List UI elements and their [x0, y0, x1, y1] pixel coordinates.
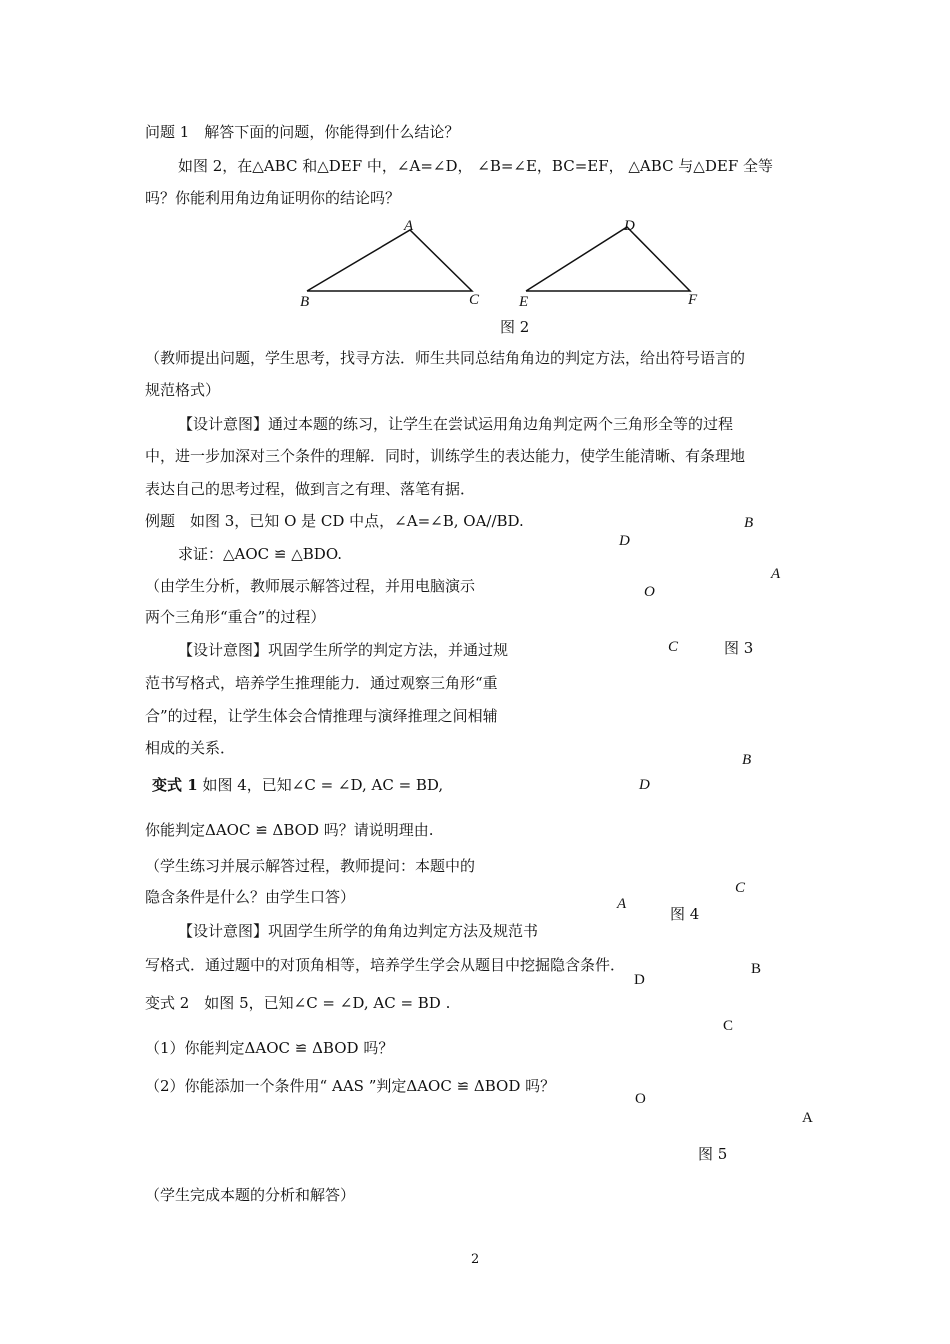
variant1-text: 如图 4，已知∠C = ∠D, AC = BD, — [197, 776, 444, 794]
problem1-title: 问题 1 解答下面的问题，你能得到什么结论？ — [145, 123, 460, 141]
design3-line2: 写格式．通过题中的对顶角相等，培养学生学会从题目中挖掘隐含条件． — [145, 956, 626, 974]
fig2-label-e: E — [519, 294, 529, 310]
design2-line4: 相成的关系． — [145, 739, 236, 757]
variant2-q1: （1）你能判定ΔAOC ≌ ΔBOD 吗？ — [145, 1039, 394, 1057]
note1-line1: （教师提出问题，学生思考，找寻方法．师生共同总结角角边的判定方法，给出符号语言的 — [145, 349, 746, 367]
fig3-label-d: D — [619, 533, 630, 549]
fig4-label-a: A — [617, 896, 627, 912]
variant1-label: 变式 1 — [152, 776, 198, 794]
fig5-label-c: C — [723, 1018, 734, 1034]
example-line2: 求证：△AOC ≌ △BDO. — [178, 545, 343, 563]
fig4-caption: 图 4 — [670, 905, 700, 923]
example-note1: （由学生分析，教师展示解答过程，并用电脑演示 — [145, 577, 476, 595]
design2-line2: 范书写格式，培养学生推理能力．通过观察三角形“重 — [145, 674, 498, 692]
triangle-def — [526, 227, 690, 291]
example-note2: 两个三角形“重合”的过程） — [145, 608, 326, 626]
fig2-label-d: D — [624, 218, 635, 234]
variant1-line2: 你能判定ΔAOC ≌ ΔBOD 吗？请说明理由. — [145, 821, 434, 839]
variant1-note1: （学生练习并展示解答过程，教师提问：本题中的 — [145, 857, 476, 875]
design1-line1: 【设计意图】通过本题的练习，让学生在尝试运用角边角判定两个三角形全等的过程 — [178, 415, 734, 433]
variant2-q2: （2）你能添加一个条件用“ AAS ”判定ΔAOC ≌ ΔBOD 吗？ — [145, 1077, 556, 1095]
fig4-label-b: B — [742, 752, 752, 768]
fig2-label-f: F — [688, 292, 698, 308]
fig4-label-c: C — [735, 880, 746, 896]
fig2-label-b: B — [300, 294, 310, 310]
design2-line3: 合”的过程，让学生体会合情推理与演绎推理之间相辅 — [145, 707, 498, 725]
fig4-label-d: D — [639, 777, 650, 793]
fig3-label-a: A — [771, 566, 781, 582]
variant2-note: （学生完成本题的分析和解答） — [145, 1186, 356, 1204]
fig3-label-b: B — [744, 515, 754, 531]
example-line1: 例题 如图 3，已知 O 是 CD 中点，∠A=∠B, OA//BD. — [145, 512, 524, 530]
page-number: 2 — [471, 1252, 480, 1267]
fig2-label-a: A — [404, 218, 414, 234]
note1-line2: 规范格式） — [145, 381, 221, 399]
fig5-label-o: O — [635, 1091, 646, 1107]
design1-line2: 中，进一步加深对三个条件的理解．同时，训练学生的表达能力，使学生能清晰、有条理地 — [145, 447, 746, 465]
fig2-caption: 图 2 — [500, 318, 530, 336]
fig5-caption: 图 5 — [698, 1145, 728, 1163]
design2-line1: 【设计意图】巩固学生所学的判定方法，并通过规 — [178, 641, 509, 659]
fig5-label-a: A — [802, 1110, 813, 1126]
triangle-abc — [307, 230, 472, 291]
design3-line1: 【设计意图】巩固学生所学的角角边判定方法及规范书 — [178, 922, 539, 940]
problem1-line2: 吗？你能利用角边角证明你的结论吗？ — [145, 189, 401, 207]
fig3-label-c: C — [668, 639, 679, 655]
fig3-label-o: O — [644, 584, 655, 600]
fig2-label-c: C — [469, 292, 480, 308]
fig5-label-b: B — [751, 961, 762, 977]
fig5-label-d: D — [634, 972, 645, 988]
design1-line3: 表达自己的思考过程，做到言之有理、落笔有据． — [145, 480, 476, 498]
fig3-caption: 图 3 — [724, 639, 754, 657]
variant2-line1: 变式 2 如图 5，已知∠C = ∠D, AC = BD . — [145, 994, 451, 1012]
variant1-note2: 隐含条件是什么？由学生口答） — [145, 888, 356, 906]
variant1-line1 — [152, 775, 443, 795]
problem1-line1: 如图 2，在△ABC 和△DEF 中，∠A=∠D， ∠B=∠E，BC=EF， △ABC 与△DEF 全等 — [178, 157, 773, 175]
